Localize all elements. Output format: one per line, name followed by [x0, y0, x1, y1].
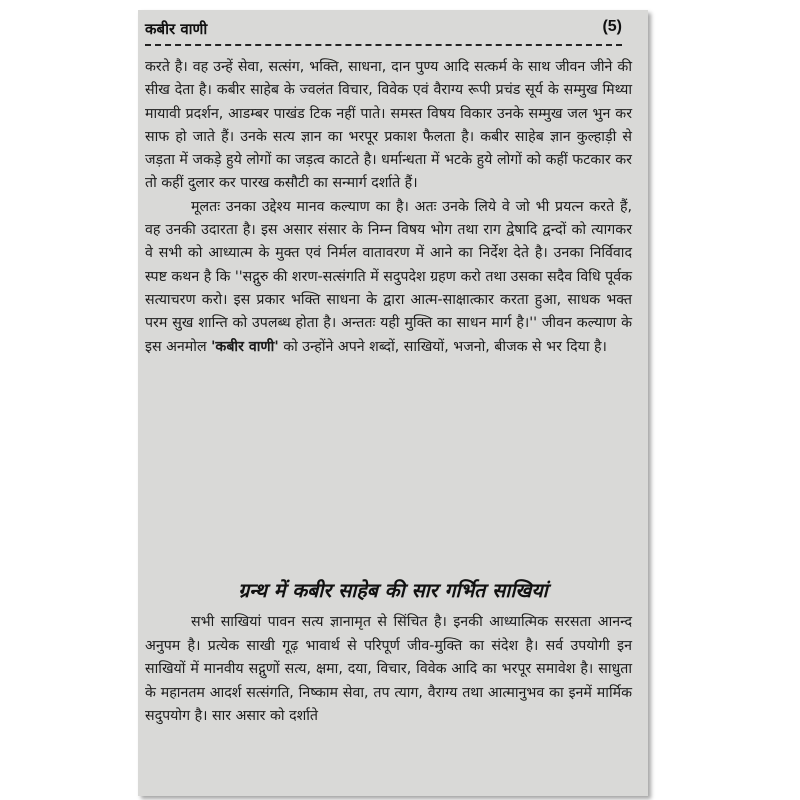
running-title: कबीर वाणी — [145, 20, 208, 38]
paragraph-2 — [145, 196, 632, 359]
section-body-text — [145, 611, 632, 729]
section-paragraph: सभी साखियां पावन सत्य ज्ञानामृत से सिंचित है। इनकी आध्यात्मिक सरसता आनन्द अनुपम है। प्रत्येक साखी गूढ़ भावार्थ से परिपूर्ण जीव-मुक्ति का संदेश है। सर्व उपयोगी इन साखियों में मानवीय सद्गुणों सत्य, क्षमा, दया, विचार, विवेक आदि का भरपूर समावेश है। साधुता के महानतम आदर्श सत्संगति, निष्काम सेवा, तप त्याग, वैराग्य तथा आत्मानुभव का इनमें मार्मिक सदुपयोग है। सार असार को दर्शाते — [145, 614, 632, 725]
page-header — [145, 18, 622, 46]
paragraph-1: करते है। वह उन्हें सेवा, सत्संग, भक्ति, साधना, दान पुण्य आदि सत्कर्म के साथ जीवन जीने की सीख देता है। कबीर साहेब के ज्वलंत विचार, विवेक एवं वैराग्य रूपी प्रचंड सूर्य के सम्मुख मिथ्या मायावी प्रदर्शन, आडम्बर पाखंड टिक नहीं पाते। समस्त विषय विकार उनके सम्मुख जल भुन कर साफ हो जाते हैं। उनके सत्य ज्ञान का भरपूर प्रकाश फैलता है। कबीर साहेब ज्ञान कुल्हाड़ी से जड़ता में जकड़े हुये लोगों का जड़त्व काटते है। धर्मान्धता में भटके हुये लोगों को कहीं फटकार कर तो कहीं दुलार कर पारख कसौटी का सन्मार्ग दर्शाते हैं। — [145, 59, 632, 192]
page-number: (5) — [602, 18, 622, 35]
header-dashed-rule — [145, 44, 622, 46]
section-heading: ग्रन्थ में कबीर साहेब की सार गर्भित साखियां — [238, 579, 548, 602]
paragraph-2-text-b: को उन्होंने अपने शब्दों, साखियों, भजनो, बीजक से भर दिया है। — [278, 338, 607, 355]
paragraph-2-text-a: मूलतः उनका उद्देश्य मानव कल्याण का है। अतः उनके लिये वे जो भी प्रयत्न करते हैं, वह उनकी उदारता है। इस असार संसार के निम्न विषय भोग तथा राग द्वेषादि द्वन्दों को त्यागकर वे सभी को आध्यात्म के मुक्त एवं निर्मल वातावरण में आने का निर्देश देते है। उनका निर्विवाद स्पष्ट कथन है कि ''सद्गुरु की शरण-सत्संगति में सदुपदेश ग्रहण करो तथा उसका सदैव विधि पूर्वक सत्याचरण करो। इस प्रकार भक्ति साधना के द्वारा आत्म-साक्षात्कार करता हुआ, साधक भक्त परम सुख शान्ति को उपलब्ध होता है। अन्ततः यही मुक्ति का साधन मार्ग है।'' जीवन कल्याण के इस अनमोल — [145, 198, 632, 355]
book-page — [138, 10, 648, 796]
body-text — [145, 56, 632, 359]
paragraph-2-bold-title: 'कबीर वाणी' — [211, 338, 279, 355]
